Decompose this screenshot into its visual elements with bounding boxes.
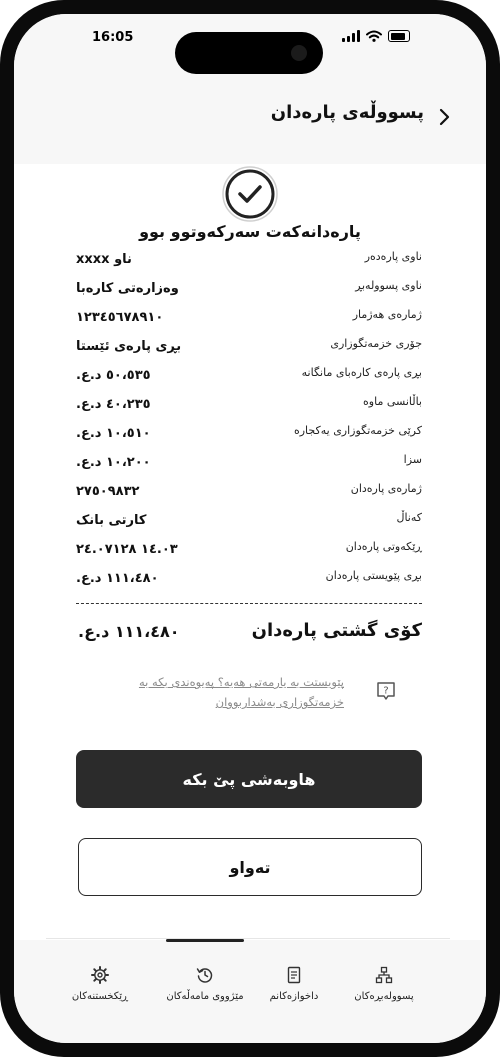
detail-label: جۆری خزمەتگوزاری: [330, 337, 422, 350]
history-icon: [196, 966, 214, 984]
done-button[interactable]: تەواو: [78, 838, 422, 896]
dynamic-island: [175, 32, 323, 74]
screen: [14, 14, 486, 1043]
detail-row: [76, 395, 422, 415]
success-check-icon: [222, 166, 278, 222]
detail-label: باڵانسی ماوە: [363, 395, 422, 408]
gear-icon: [91, 966, 109, 984]
detail-value: ١٠،٢٠٠ د.ع.: [76, 455, 151, 470]
detail-value: ١٤.٠٣ ٢٤.٠٧١٢٨: [76, 542, 178, 557]
detail-value: ٥٠،٥٣٥ د.ع.: [76, 368, 151, 383]
detail-label: ناوی پارەدەر: [364, 250, 422, 263]
signal-icon: [342, 30, 360, 42]
help-chat-icon[interactable]: [375, 680, 397, 702]
dashed-divider: [76, 603, 422, 604]
tab-bar: [14, 940, 486, 1043]
detail-row: [76, 482, 422, 502]
share-button[interactable]: هاوبەشی پێ بکە: [76, 750, 422, 808]
detail-value: کارتی بانک: [76, 513, 147, 528]
total-amount: ١١١،٤٨٠ د.ع.: [78, 622, 180, 641]
hierarchy-icon: [375, 966, 393, 984]
tab-divider: [46, 938, 450, 939]
detail-value: ٤٠،٢٣٥ د.ع.: [76, 397, 151, 412]
status-time: 16:05: [92, 30, 134, 45]
detail-label: ژمارەی هەژمار: [352, 308, 422, 321]
status-bar: [14, 14, 486, 74]
tab-label: مێژووی مامەڵەکان: [166, 991, 244, 1002]
detail-row: [76, 511, 422, 531]
total-label: کۆی گشتی پارەدان: [251, 620, 422, 641]
page-header: [14, 74, 486, 164]
detail-value: ٢٧٥٠٩٨٣٢: [76, 484, 140, 499]
camera-icon: [291, 45, 307, 61]
svg-text:?: ?: [383, 685, 389, 697]
detail-row: [76, 569, 422, 589]
tab-label: ڕێکخستنەکان: [71, 991, 129, 1002]
detail-row: [76, 337, 422, 357]
detail-row: [76, 540, 422, 560]
tab-label: پسوولەبڕەکان: [354, 991, 414, 1002]
detail-value: وەزارەتی کارەبا: [76, 281, 179, 296]
detail-label: بڕی پێویستی پارەدان: [325, 569, 422, 582]
detail-row: [76, 250, 422, 270]
detail-value: ١١١،٤٨٠ د.ع.: [76, 571, 159, 586]
detail-value: ١٠،٥١٠ د.ع.: [76, 426, 151, 441]
tab-history[interactable]: [155, 966, 255, 1003]
detail-row: [76, 424, 422, 444]
detail-label: ڕێکەوتی پارەدان: [345, 540, 422, 553]
battery-icon: [388, 30, 410, 42]
system-icons: [342, 30, 410, 42]
detail-value: ناو xxxx: [76, 252, 132, 267]
tab-settings[interactable]: [50, 966, 150, 1003]
detail-label: بڕی پارەی کارەبای مانگانە: [301, 366, 422, 379]
detail-label: کرێی خزمەتگوزاری یەکجارە: [293, 424, 422, 437]
help-link[interactable]: پێویستت بە یارمەتی هەیە؟ پەیوەندی بکە بە خزمەتگوزاری بەشداربووان: [138, 675, 344, 709]
detail-label: ناوی پسوولەبڕ: [355, 279, 422, 292]
detail-value: بڕی پارەی ئێستا: [76, 339, 182, 354]
detail-label: سزا: [403, 453, 422, 466]
tab-billers[interactable]: [334, 966, 434, 1003]
detail-value: ١٢٣٤٥٦٧٨٩١٠: [76, 310, 164, 325]
page-title: پسووڵەی پارەدان: [270, 102, 424, 123]
home-indicator: [166, 939, 244, 942]
detail-label: کەناڵ: [396, 511, 422, 524]
detail-row: [76, 366, 422, 386]
detail-row: [76, 453, 422, 473]
tab-label: داخوازەکانم: [269, 991, 319, 1002]
chevron-right-icon[interactable]: [434, 106, 456, 128]
document-icon: [285, 966, 303, 984]
wifi-icon: [366, 30, 382, 42]
detail-row: [76, 308, 422, 328]
detail-row: [76, 279, 422, 299]
success-message: پارەدانەکەت سەرکەوتوو بوو: [139, 222, 361, 241]
tab-requests[interactable]: [244, 966, 344, 1003]
detail-label: ژمارەی پارەدان: [350, 482, 422, 495]
